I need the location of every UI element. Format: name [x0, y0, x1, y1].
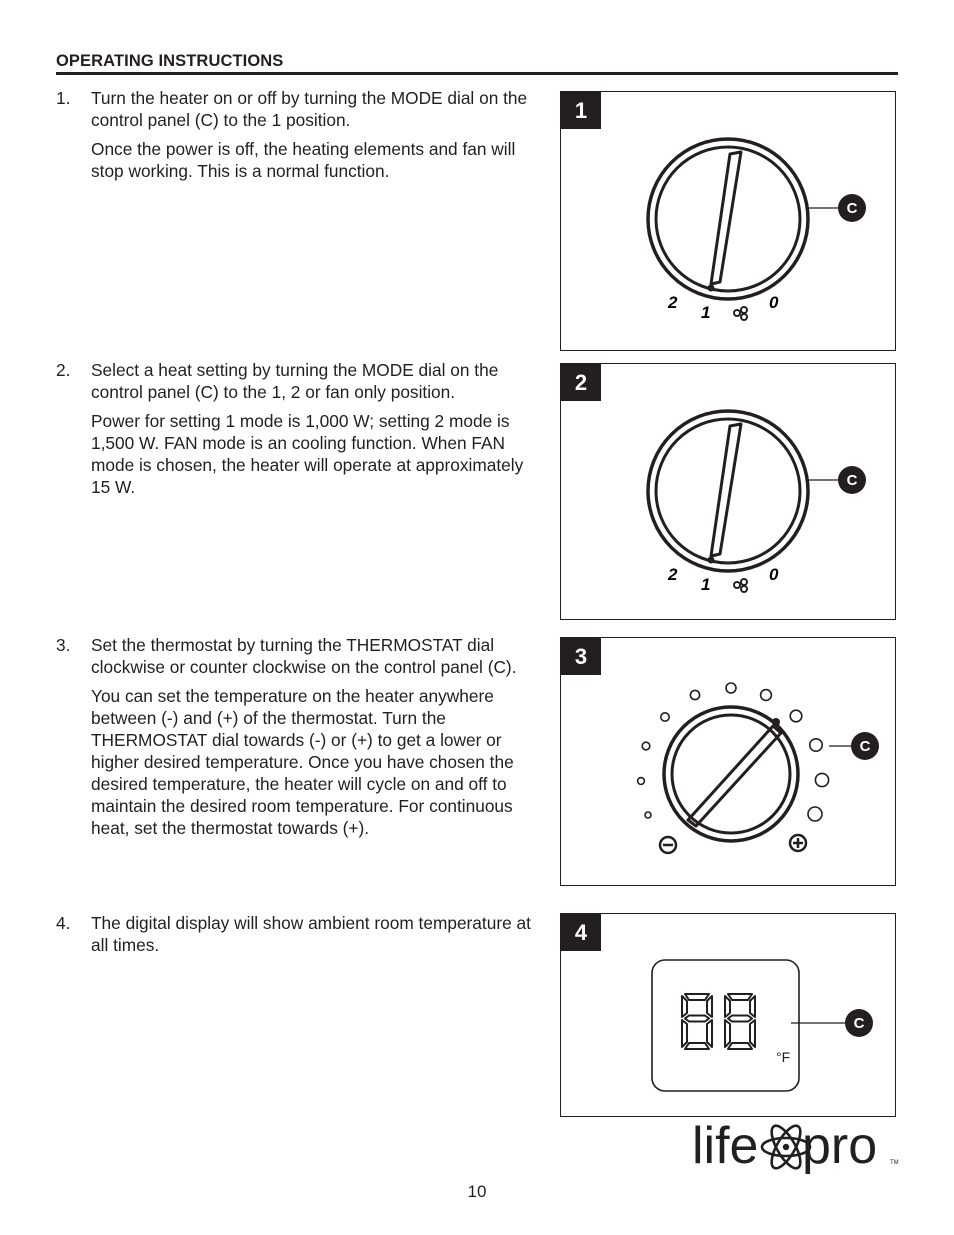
logo-wordmark-right: pro [802, 1117, 878, 1175]
minus-icon [660, 837, 676, 853]
step-text: Power for setting 1 mode is 1,000 W; setting 2 mode is 1,500 W. FAN mode is an cooling function. When FAN mode is chosen, the heater will operate at approximately 15 W. [91, 411, 524, 497]
step-text: Once the power is off, the heating elements and fan will stop working. This is a normal function. [91, 139, 516, 181]
step-4 [56, 912, 538, 956]
callout-label: C [859, 738, 871, 755]
step-2 [56, 359, 538, 498]
callout-label: C [846, 472, 858, 489]
plus-icon [790, 835, 806, 851]
dial-grip [711, 424, 741, 556]
figure-4-digital-display [560, 913, 896, 1117]
step-number: 2. [56, 360, 71, 380]
dial-indicator-dot [708, 557, 715, 564]
fan-icon [734, 579, 747, 592]
step-text: Select a heat setting by turning the MODE dial on the control panel (C) to the 1, 2 or fan only position. [91, 360, 499, 402]
dial-label-2: 2 [668, 293, 678, 312]
figure-number: 3 [561, 638, 601, 675]
dial-grip [688, 726, 781, 826]
step-3 [56, 634, 538, 839]
dial-label-1: 1 [701, 303, 711, 322]
dial-label-0: 0 [769, 565, 779, 584]
display-unit: °F [776, 1049, 791, 1065]
mode-dial-illustration [561, 364, 896, 620]
step-text: The digital display will show ambient room temperature at all times. [91, 913, 531, 955]
step-text: Turn the heater on or off by turning the MODE dial on the control panel (C) to the 1 position. [91, 88, 528, 130]
step-number: 4. [56, 913, 71, 933]
dial-label-2: 2 [668, 565, 678, 584]
seven-segment-digits [682, 994, 755, 1049]
dial-indicator-dot [772, 718, 780, 726]
figure-number: 2 [561, 364, 601, 401]
step-number: 3. [56, 635, 71, 655]
step-text: You can set the temperature on the heater anywhere between (-) and (+) of the thermostat. Turn the THERMOSTAT dial towards (-) or (+) to get a lower or higher desired temperature. Once you have chosen the desired temperature, the heater will cycle on and off to maintain the desired room temperature. For continuous heat, set the thermostat towards (+). [91, 686, 514, 838]
step-number: 1. [56, 88, 71, 108]
callout-label: C [853, 1015, 865, 1032]
logo-wordmark-left: life [692, 1117, 759, 1175]
figure-1-mode-dial [560, 91, 896, 351]
figure-3-thermostat-dial [560, 637, 896, 886]
header-divider [56, 72, 898, 75]
fan-icon [734, 307, 747, 320]
dial-label-1: 1 [701, 575, 711, 594]
digital-display-illustration [561, 914, 896, 1117]
dial-label-0: 0 [769, 293, 779, 312]
lifepro-logo [690, 1112, 905, 1184]
trademark-symbol: TM [890, 1160, 899, 1166]
mode-dial-illustration [561, 92, 896, 351]
figure-number: 4 [561, 914, 601, 951]
figure-2-mode-dial [560, 363, 896, 620]
callout-label: C [846, 200, 858, 217]
step-text: Set the thermostat by turning the THERMOSTAT dial clockwise or counter clockwise on the control panel (C). [91, 635, 517, 677]
step-1 [56, 87, 538, 182]
dial-grip [711, 152, 741, 284]
section-title: OPERATING INSTRUCTIONS [56, 52, 284, 70]
dial-indicator-dot [708, 285, 715, 292]
thermostat-dial-illustration [561, 638, 896, 886]
page-number: 10 [467, 1182, 487, 1201]
figure-number: 1 [561, 92, 601, 129]
